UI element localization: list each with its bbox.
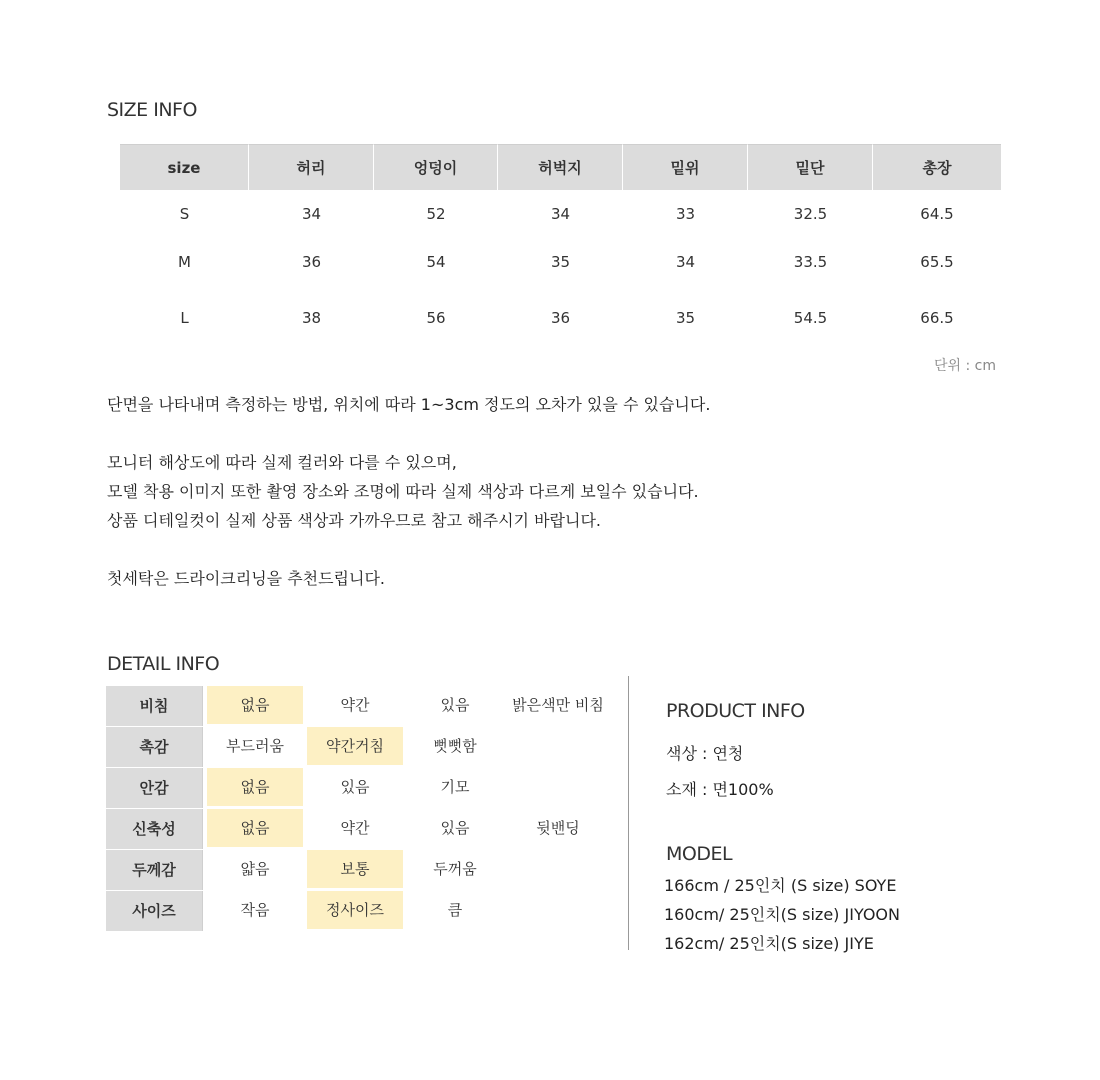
detail-option: 큼 — [447, 901, 463, 919]
table-row — [120, 190, 1007, 238]
table-cell: 66.5 — [920, 309, 954, 327]
detail-row-size — [106, 891, 609, 931]
model-line: 162cm/ 25인치(S size) JIYE — [664, 934, 874, 953]
model-line: 160cm/ 25인치(S size) JIYOON — [664, 905, 900, 924]
detail-option — [507, 768, 609, 806]
product-color: 색상 : 연청 — [666, 744, 744, 763]
detail-row-lining — [106, 768, 609, 808]
detail-option: 밝은색만 비침 — [512, 696, 604, 714]
table-row — [120, 290, 1007, 346]
detail-option: 기모 — [440, 778, 470, 796]
table-cell: 36 — [550, 309, 571, 327]
detail-row-thickness — [106, 850, 609, 890]
divider — [628, 676, 629, 950]
table-cell: 56 — [426, 309, 446, 327]
header-cell: 허리 — [249, 144, 374, 190]
unit-note: 단위 : cm — [934, 358, 997, 374]
detail-option: 뻣뻣함 — [433, 737, 477, 755]
table-cell: 38 — [301, 309, 322, 327]
detail-option-selected: 보통 — [307, 850, 403, 888]
detail-label: 비침 — [106, 686, 203, 726]
detail-option: 두꺼움 — [433, 860, 477, 878]
note-line: 모델 착용 이미지 또한 촬영 장소와 조명에 따라 실제 색상과 다르게 보일수 있습니다. — [107, 482, 699, 501]
table-cell: 34 — [675, 253, 696, 271]
table-cell: 52 — [426, 205, 446, 223]
header-cell: 허벅지 — [498, 144, 623, 190]
detail-option-selected: 정사이즈 — [307, 891, 403, 929]
table-cell: L — [180, 309, 189, 327]
product-material: 소재 : 면100% — [666, 780, 774, 799]
product-info-title: PRODUCT INFO — [666, 700, 805, 722]
header-cell: 밑위 — [623, 144, 748, 190]
detail-option: 약간 — [340, 696, 370, 714]
table-cell: M — [178, 253, 191, 271]
size-table-header — [120, 144, 1007, 190]
note-line: 첫세탁은 드라이크리닝을 추천드립니다. — [107, 569, 386, 588]
table-cell: 36 — [301, 253, 322, 271]
model-line: 166cm / 25인치 (S size) SOYE — [664, 876, 897, 895]
detail-option-selected: 없음 — [207, 768, 303, 806]
table-cell: 54 — [426, 253, 446, 271]
detail-label: 두께감 — [106, 850, 203, 890]
detail-option: 뒷밴딩 — [536, 819, 580, 837]
model-title: MODEL — [666, 843, 733, 865]
table-cell: 32.5 — [793, 205, 828, 223]
detail-option: 작음 — [240, 901, 270, 919]
size-info-title: SIZE INFO — [107, 99, 197, 121]
detail-option: 있음 — [440, 819, 470, 837]
detail-row-stretch — [106, 809, 609, 849]
notes-block — [107, 394, 710, 597]
detail-option — [507, 727, 609, 765]
header-cell: size — [120, 144, 249, 190]
detail-option: 얇음 — [240, 860, 270, 878]
table-cell: 33 — [675, 205, 696, 223]
detail-label: 안감 — [106, 768, 203, 808]
table-cell: 64.5 — [920, 205, 954, 223]
table-cell: S — [179, 205, 190, 223]
product-info — [666, 700, 805, 808]
detail-label: 사이즈 — [106, 891, 203, 931]
table-cell: 35 — [550, 253, 571, 271]
detail-row-transparency — [106, 686, 609, 726]
header-cell: 총장 — [873, 144, 1001, 190]
note-line: 상품 디테일컷이 실제 상품 색상과 가까우므로 참고 해주시기 바랍니다. — [107, 511, 601, 530]
detail-option: 약간 — [340, 819, 370, 837]
note-line: 모니터 해상도에 따라 실제 컬러와 다를 수 있으며, — [107, 453, 457, 472]
detail-grid — [106, 686, 609, 932]
detail-option — [507, 850, 609, 888]
table-cell: 35 — [675, 309, 696, 327]
detail-option-selected: 약간거침 — [307, 727, 403, 765]
model-info — [666, 843, 900, 958]
note-line: 단면을 나타내며 측정하는 방법, 위치에 따라 1~3cm 정도의 오차가 있을 수 있습니다. — [107, 395, 711, 414]
table-cell: 34 — [301, 205, 322, 223]
detail-option-selected: 없음 — [207, 809, 303, 847]
table-cell: 65.5 — [920, 253, 954, 271]
header-cell: 엉덩이 — [374, 144, 498, 190]
table-cell: 34 — [550, 205, 571, 223]
header-cell: 밑단 — [748, 144, 873, 190]
detail-option-selected: 없음 — [207, 686, 303, 724]
detail-option: 있음 — [340, 778, 370, 796]
table-cell: 33.5 — [793, 253, 828, 271]
detail-row-texture — [106, 727, 609, 767]
detail-label: 촉감 — [106, 727, 203, 767]
table-cell: 54.5 — [793, 309, 828, 327]
detail-info-title: DETAIL INFO — [107, 653, 220, 675]
detail-option: 부드러움 — [226, 737, 284, 755]
detail-label: 신축성 — [106, 809, 203, 849]
detail-option — [507, 891, 609, 929]
table-row — [120, 238, 1007, 290]
size-table — [120, 144, 1007, 346]
detail-option: 있음 — [440, 696, 470, 714]
